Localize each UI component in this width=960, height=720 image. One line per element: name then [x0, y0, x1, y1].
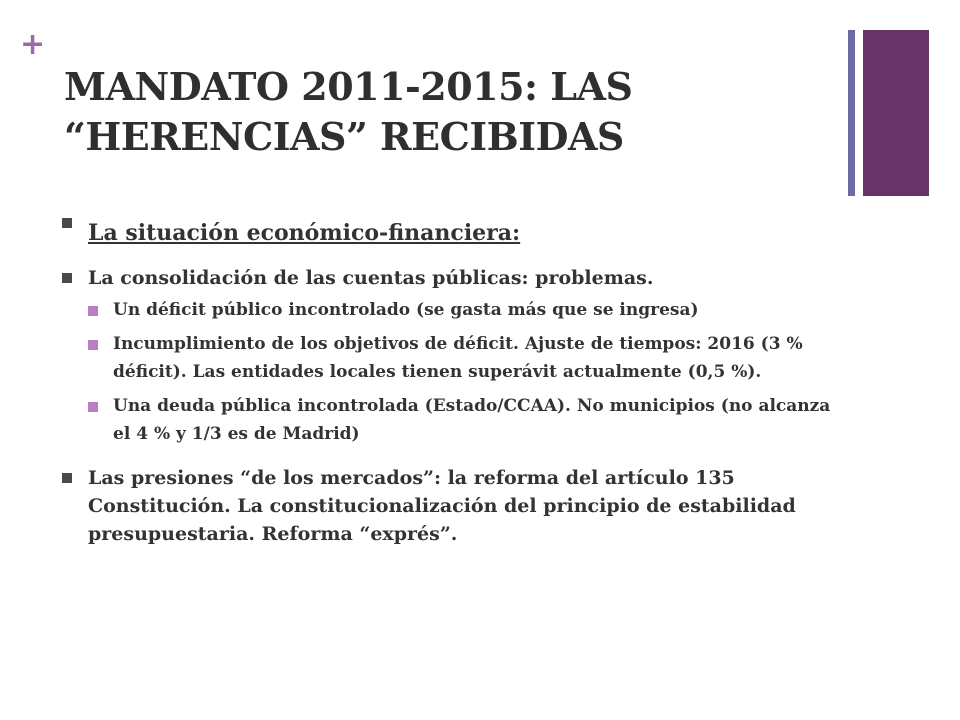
square-bullet-icon — [62, 218, 72, 228]
decorative-bar-thick — [863, 30, 929, 196]
square-bullet-icon — [88, 402, 98, 412]
square-bullet-icon — [62, 273, 72, 283]
point-2-text: Las presiones “de los mercados”: la reforma del artículo 135 Constitución. La constitucionalización del principio de estabilidad presupuestaria. Reforma “exprés”. — [88, 467, 796, 545]
sub-item-1 — [88, 296, 852, 324]
sub-item-3 — [88, 392, 852, 448]
plus-icon: + — [20, 27, 46, 62]
sub-item-2 — [88, 330, 852, 386]
square-bullet-icon — [88, 340, 98, 350]
point-1-text: La consolidación de las cuentas públicas: problemas. — [88, 267, 654, 289]
title-line-2: “HERENCIAS” RECIBIDAS — [64, 114, 624, 159]
list-item-heading — [62, 218, 852, 248]
slide-title — [64, 62, 764, 162]
sub-item-3-text: Una deuda pública incontrolada (Estado/CCAA). No municipios (no alcanza el 4 % y 1/3 es de Madrid) — [113, 396, 831, 444]
square-bullet-icon — [88, 306, 98, 316]
sub-item-2-text: Incumplimiento de los objetivos de déficit. Ajuste de tiempos: 2016 (3 % déficit). Las entidades locales tienen superávit actualmente (0,5 %). — [113, 334, 803, 382]
slide-body — [62, 218, 852, 552]
square-bullet-icon — [62, 473, 72, 483]
title-line-1: MANDATO 2011-2015: LAS — [64, 64, 633, 109]
list-item-point-2 — [62, 464, 852, 548]
sub-item-1-text: Un déficit público incontrolado (se gasta más que se ingresa) — [113, 300, 699, 320]
list-item-point-1 — [62, 264, 852, 292]
section-heading: La situación económico-financiera: — [88, 220, 521, 246]
decorative-bar-thin — [848, 30, 855, 196]
